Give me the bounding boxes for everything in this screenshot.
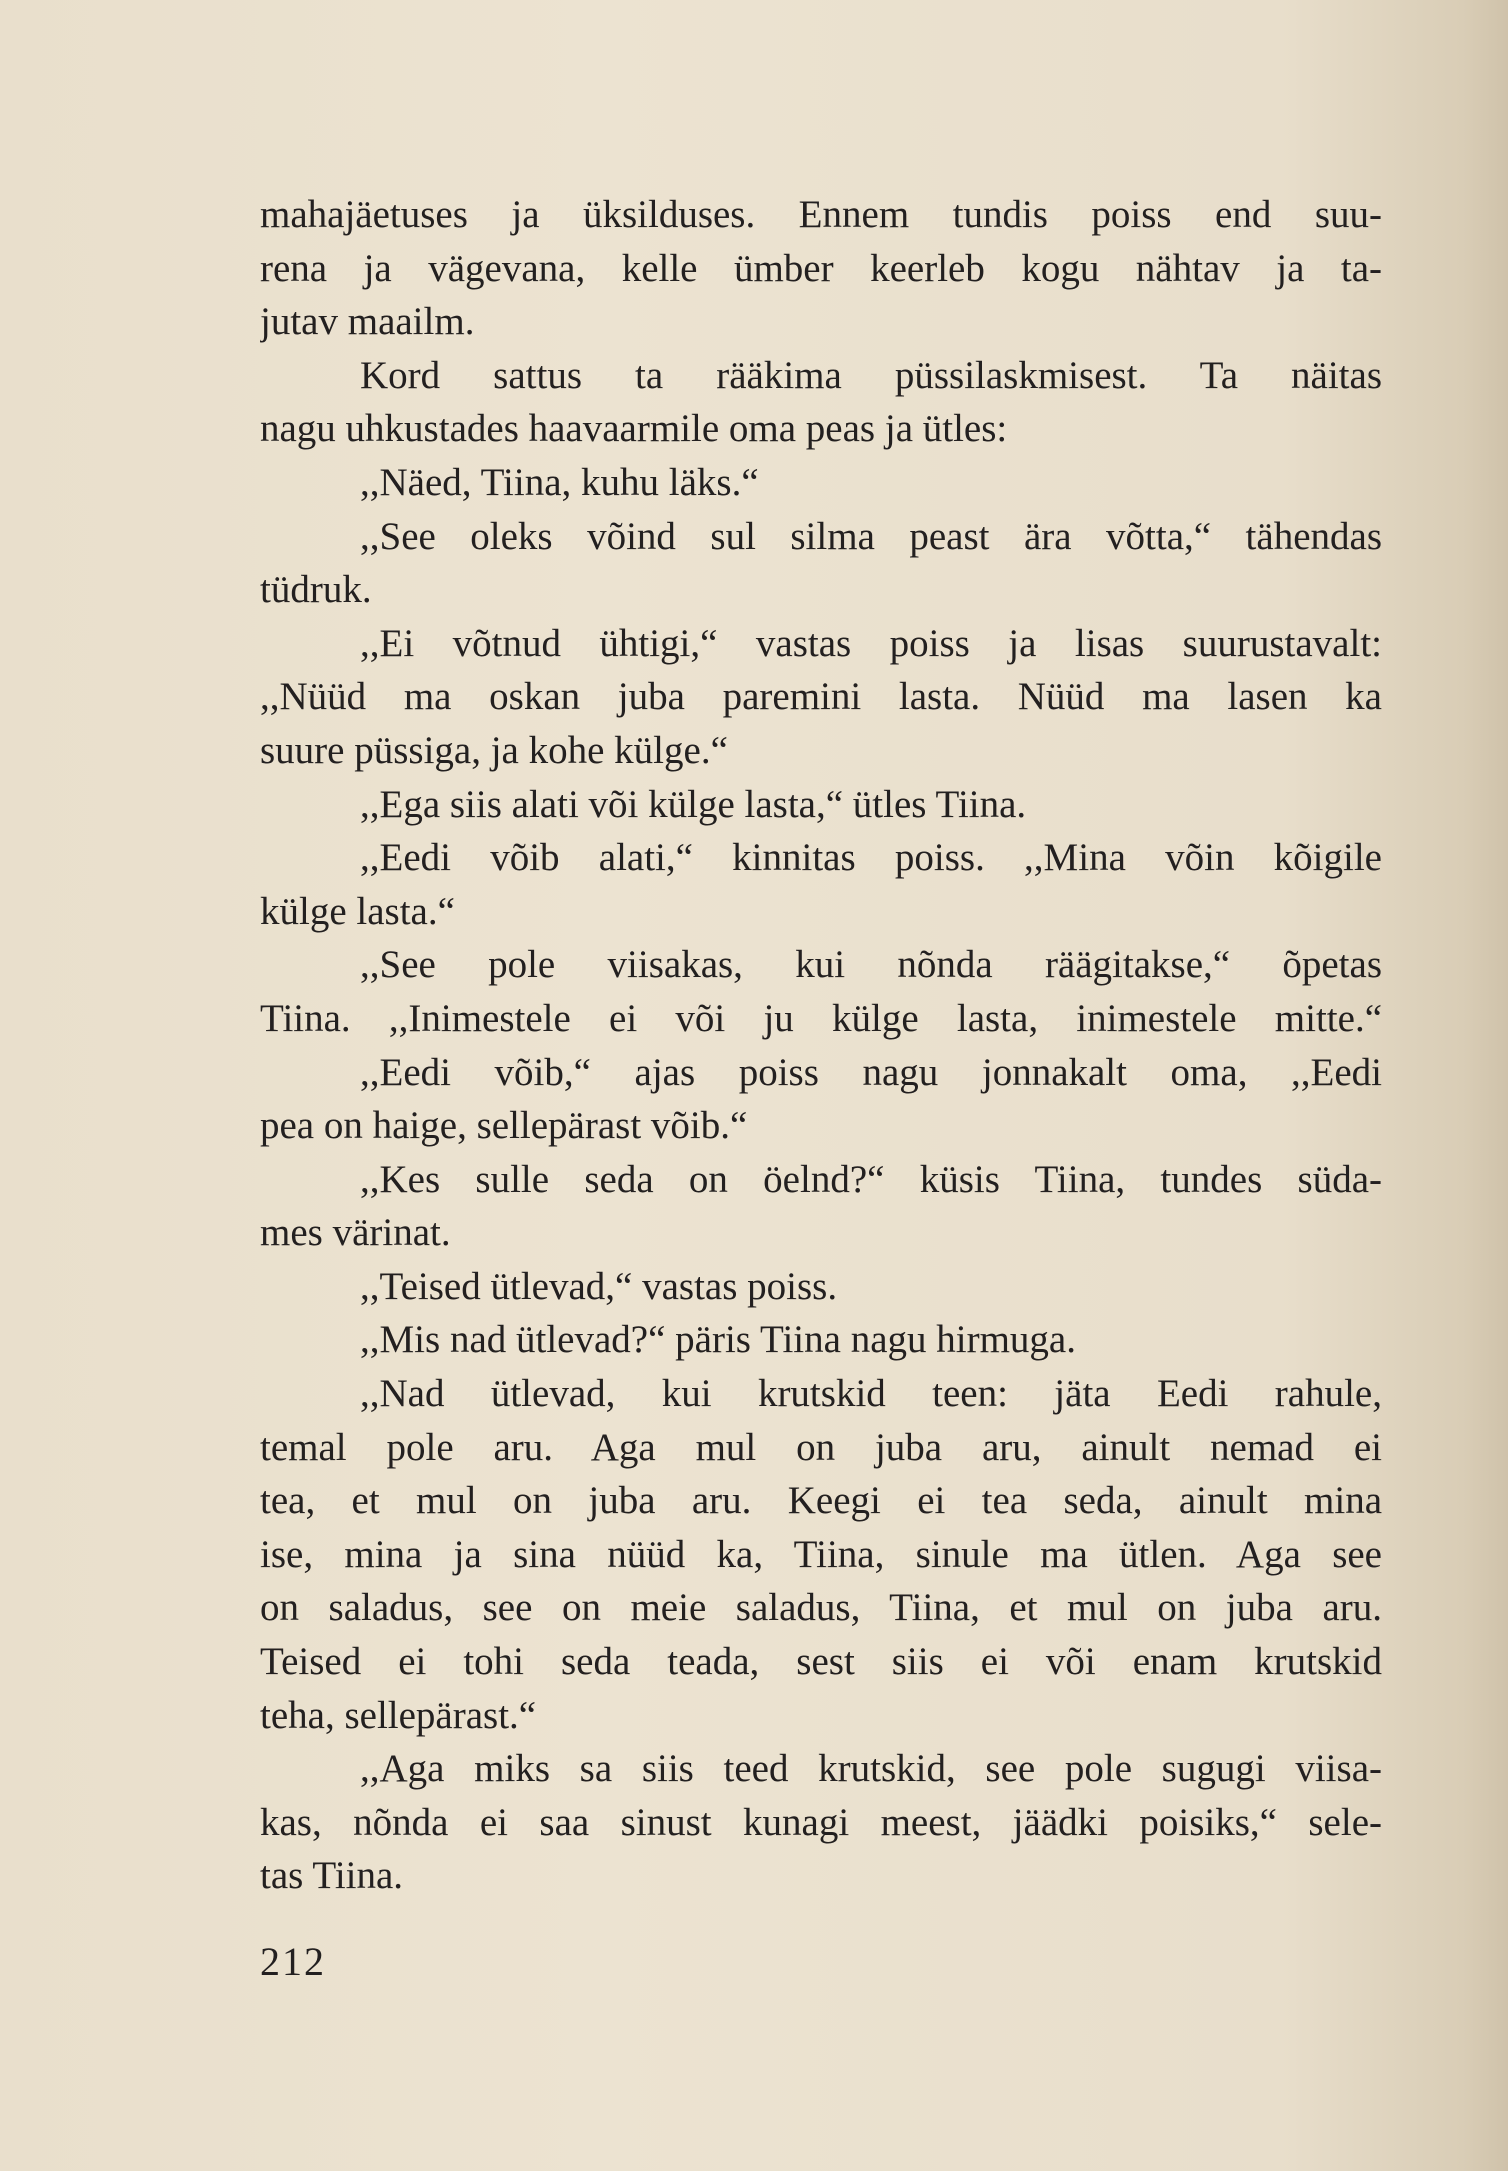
text-line: mes värinat. — [260, 1211, 451, 1255]
text-line: suure püssiga, ja kohe külge.“ — [260, 728, 728, 772]
text-line: ,,Aga miks sa siis teed krutskid, see pole sugugi viisa- — [360, 1747, 1382, 1791]
text-line: ,,Eedi võib,“ ajas poiss nagu jonnakalt oma, ,,Eedi — [360, 1050, 1382, 1094]
text-line: temal pole aru. Aga mul on juba aru, ainult nemad ei — [260, 1425, 1382, 1469]
text-line: kas, nõnda ei saa sinust kunagi meest, jäädki poisiks,“ sele- — [260, 1800, 1382, 1844]
text-line: ,,Teised ütlevad,“ vastas poiss. — [360, 1264, 838, 1308]
text-line: ,,See oleks võind sul silma peast ära võtta,“ tähendas — [360, 514, 1382, 558]
text-line: ,,Nad ütlevad, kui krutskid teen: jäta Eedi rahule, — [360, 1372, 1382, 1416]
text-line: tüdruk. — [260, 568, 372, 612]
text-line: ,,Nüüd ma oskan juba paremini lasta. Nüüd ma lasen ka — [260, 675, 1382, 719]
text-line: mahajäetuses ja üksilduses. Ennem tundis poiss end suu- — [260, 193, 1382, 236]
text-line: teha, sellepärast.“ — [260, 1693, 537, 1737]
text-line: tea, et mul on juba aru. Keegi ei tea seda, ainult mina — [260, 1479, 1382, 1523]
text-line: ,,Ega siis alati või külge lasta,“ ütles Tiina. — [360, 782, 1027, 826]
text-line: tas Tiina. — [260, 1854, 404, 1898]
text-line: ise, mina ja sina nüüd ka, Tiina, sinule ma ütlen. Aga see — [260, 1532, 1382, 1576]
text-line: ,,See pole viisakas, kui nõnda räägitakse,“ õpetas — [360, 943, 1382, 987]
text-line: ,,Näed, Tiina, kuhu läks.“ — [360, 460, 759, 504]
text-line: külge lasta.“ — [260, 889, 455, 933]
text-line: jutav maailm. — [260, 300, 475, 344]
text-line: on saladus, see on meie saladus, Tiina, et mul on juba aru. — [260, 1586, 1382, 1630]
page-number: 212 — [260, 1939, 326, 1984]
text-line: Teised ei tohi seda teada, sest siis ei või enam krutskid — [260, 1640, 1382, 1684]
text-line: ,,Kes sulle seda on öelnd?“ küsis Tiina, tundes süda- — [360, 1157, 1382, 1201]
text-line: Kord sattus ta rääkima püssilaskmisest. Ta näitas — [360, 353, 1382, 397]
text-line: pea on haige, sellepärast võib.“ — [260, 1104, 748, 1148]
text-line: rena ja vägevana, kelle ümber keerleb kogu nähtav ja ta- — [260, 246, 1382, 290]
text-line: ,,Ei võtnud ühtigi,“ vastas poiss ja lisas suurustavalt: — [360, 621, 1382, 665]
text-line: Tiina. ,,Inimestele ei või ju külge lasta, inimestele mitte.“ — [260, 996, 1382, 1040]
text-line: ,,Eedi võib alati,“ kinnitas poiss. ,,Mina võin kõigile — [360, 836, 1382, 880]
text-line: nagu uhkustades haavaarmile oma peas ja ütles: — [260, 407, 1008, 451]
text-line: ,,Mis nad ütlevad?“ päris Tiina nagu hirmuga. — [360, 1318, 1076, 1362]
body-text — [260, 188, 1382, 1903]
